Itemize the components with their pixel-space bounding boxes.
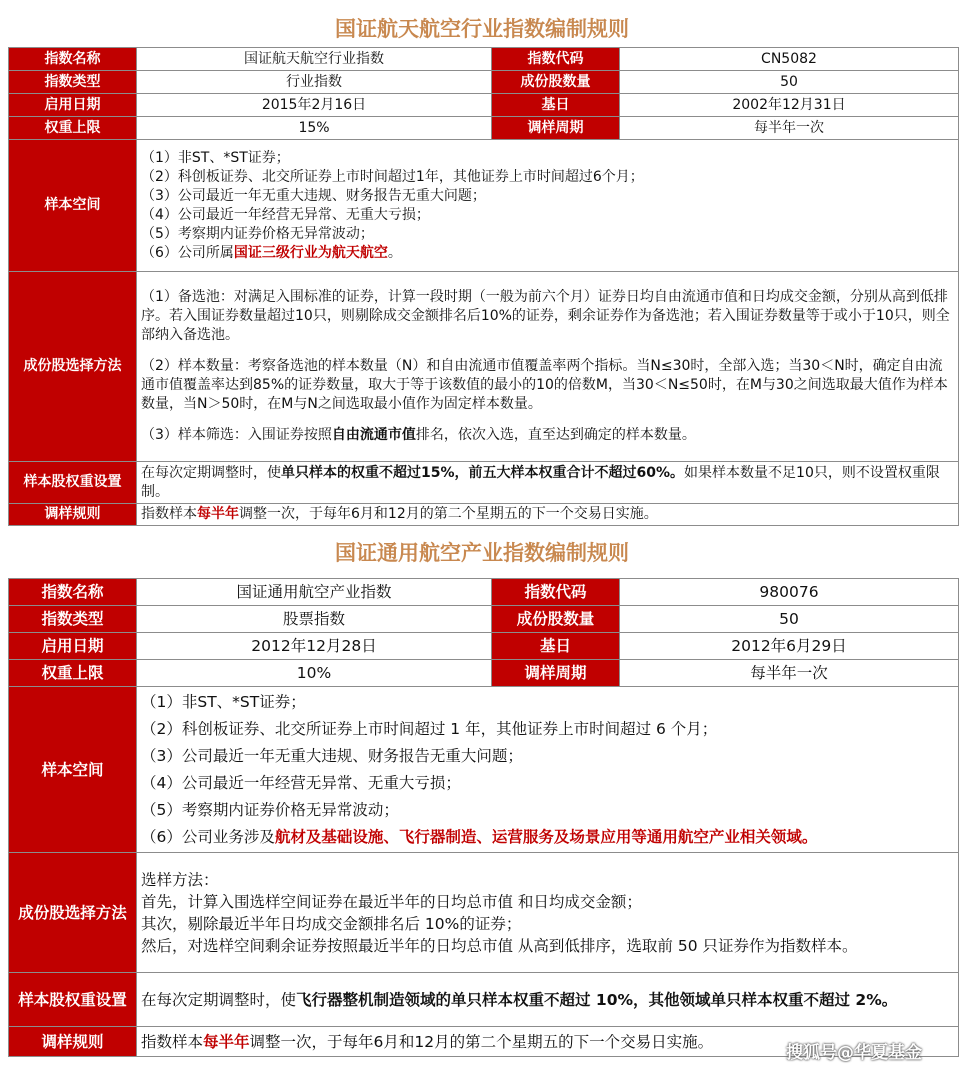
selection-line: 首先，计算入围选样空间证券在最近半年的日均总市值 和日均成交金额；	[141, 892, 642, 911]
value-cell: 2012年12月28日	[137, 633, 492, 660]
rebalance-content: 指数样本每半年调整一次，于每年6月和12月的第二个星期五的下一个交易日实施。	[137, 1027, 959, 1057]
value-cell: 10%	[137, 660, 492, 687]
criteria-line: （6）公司业务涉及航材及基础设施、飞行器制造、运营服务及场景应用等通用航空产业相关领域。	[141, 827, 818, 846]
selection-line: 然后，对选样空间剩余证券按照最近半年的日均总市值 从高到低排序，选取前 50 只证券作为指数样本。	[141, 936, 858, 955]
index1-title: 国证航天航空行业指数编制规则	[335, 17, 629, 41]
sample-space-row	[9, 140, 959, 272]
rebalance-row	[9, 504, 959, 526]
rebalance-label: 调样规则	[9, 504, 137, 526]
header-cell: 启用日期	[9, 94, 137, 117]
bold-text: 自由流通市值	[331, 427, 416, 443]
header-cell: 指数类型	[9, 71, 137, 94]
table-row	[9, 606, 959, 633]
selection-line: 其次，剔除最近半年日均成交金额排名后 10%的证券；	[141, 914, 522, 933]
header-cell: 指数名称	[9, 48, 137, 71]
selection-paragraph: （3）样本筛选：入围证券按照自由流通市值排名，依次入选，直至达到确定的样本数量。	[141, 427, 696, 443]
weight-row	[9, 462, 959, 504]
highlight-text: 国证三级行业为航天航空	[233, 244, 388, 261]
header-cell: 权重上限	[9, 660, 137, 687]
criteria-line: （2）科创板证券、北交所证券上市时间超过 1 年，其他证券上市时间超过 6 个月；	[141, 719, 718, 738]
table-row	[9, 94, 959, 117]
criteria-line: （3）公司最近一年无重大违规、财务报告无重大问题；	[141, 746, 523, 765]
header-cell: 指数类型	[9, 606, 137, 633]
value-cell: 50	[620, 606, 959, 633]
weight-content: 在每次定期调整时，使单只样本的权重不超过15%，前五大样本权重合计不超过60%。如果样本数量不足10只，则不设置权重限制。	[137, 462, 959, 504]
sample-space-content	[137, 687, 959, 853]
header-cell: 调样周期	[492, 660, 620, 687]
header-cell: 启用日期	[9, 633, 137, 660]
table-row	[9, 633, 959, 660]
criteria-line: （4）公司最近一年经营无异常、无重大亏损；	[141, 206, 430, 223]
weight-content: 在每次定期调整时，使飞行器整机制造领域的单只样本权重不超过 10%，其他领域单只样本权重不超过 2%。	[137, 973, 959, 1027]
bold-text: 飞行器整机制造领域的单只样本权重不超过 10%，其他领域单只样本权重不超过 2%。	[296, 990, 898, 1009]
header-cell: 权重上限	[9, 117, 137, 140]
value-cell: 国证航天航空行业指数	[137, 48, 492, 71]
sample-space-content	[137, 140, 959, 272]
header-cell: 基日	[492, 633, 620, 660]
sample-space-row	[9, 687, 959, 853]
header-cell: 基日	[492, 94, 620, 117]
criteria-line: （5）考察期内证券价格无异常波动；	[141, 800, 399, 819]
bold-text: 单只样本的权重不超过15%，前五大样本权重合计不超过60%。	[281, 464, 685, 481]
value-cell: 980076	[620, 579, 959, 606]
table-row	[9, 117, 959, 140]
header-cell: 指数代码	[492, 48, 620, 71]
rebalance-content: 指数样本每半年调整一次，于每年6月和12月的第二个星期五的下一个交易日实施。	[137, 504, 959, 526]
criteria-line: （1）非ST、*ST证券；	[141, 149, 290, 166]
value-cell: 股票指数	[137, 606, 492, 633]
criteria-line: （6）公司所属国证三级行业为航天航空。	[141, 244, 402, 261]
criteria-line: （3）公司最近一年无重大违规、财务报告无重大问题；	[141, 187, 486, 204]
value-cell: 15%	[137, 117, 492, 140]
weight-label: 样本股权重设置	[9, 462, 137, 504]
selection-content	[137, 853, 959, 973]
value-cell: 50	[620, 71, 959, 94]
value-cell: 行业指数	[137, 71, 492, 94]
value-cell: 每半年一次	[620, 117, 959, 140]
header-cell: 成份股数量	[492, 71, 620, 94]
table-row	[9, 48, 959, 71]
highlight-text: 每半年	[203, 1032, 250, 1051]
header-cell: 指数代码	[492, 579, 620, 606]
watermark: 搜狐号@华夏基金	[786, 1043, 922, 1063]
selection-content	[137, 272, 959, 462]
selection-row	[9, 853, 959, 973]
criteria-line: （2）科创板证券、北交所证券上市时间超过1年，其他证券上市时间超过6个月；	[141, 168, 644, 185]
header-cell: 指数名称	[9, 579, 137, 606]
table-row	[9, 71, 959, 94]
table-row	[9, 579, 959, 606]
selection-line: 选样方法：	[141, 870, 219, 889]
header-cell: 成份股数量	[492, 606, 620, 633]
value-cell: CN5082	[620, 48, 959, 71]
value-cell: 国证通用航空产业指数	[137, 579, 492, 606]
criteria-line: （4）公司最近一年经营无异常、无重大亏损；	[141, 773, 461, 792]
sample-space-label: 样本空间	[9, 687, 137, 853]
criteria-line: （5）考察期内证券价格无异常波动；	[141, 225, 374, 242]
value-cell: 每半年一次	[620, 660, 959, 687]
highlight-text: 每半年	[197, 506, 239, 522]
selection-label: 成份股选择方法	[9, 272, 137, 462]
value-cell: 2012年6月29日	[620, 633, 959, 660]
table-row	[9, 660, 959, 687]
selection-row	[9, 272, 959, 462]
selection-label: 成份股选择方法	[9, 853, 137, 973]
selection-paragraph: （1）备选池：对满足入围标准的证券，计算一段时期（一般为前六个月）证券日均自由流通市值和日均成交金额，分别从高到低排序。若入围证券数量超过10只，则剔除成交金额排名后10%的证券，剩余证券作为备选池；若入围证券数量等于或小于10只，则全部纳入备选池。	[141, 289, 950, 343]
weight-row	[9, 973, 959, 1027]
criteria-line: （1）非ST、*ST证券；	[141, 692, 306, 711]
index2-rules-table	[8, 578, 959, 1057]
value-cell: 2002年12月31日	[620, 94, 959, 117]
value-cell: 2015年2月16日	[137, 94, 492, 117]
header-cell: 调样周期	[492, 117, 620, 140]
highlight-text: 航材及基础设施、飞行器制造、运营服务及场景应用等通用航空产业相关领域。	[274, 827, 818, 846]
weight-label: 样本股权重设置	[9, 973, 137, 1027]
index1-rules-table	[8, 47, 959, 526]
index2-title: 国证通用航空产业指数编制规则	[335, 541, 629, 565]
selection-paragraph: （2）样本数量：考察备选池的样本数量（N）和自由流通市值覆盖率两个指标。当N≤30时，全部入选；当30＜N时，确定自由流通市值覆盖率达到85%的证券数量，取大于等于该数值的最小的10的倍数M，当30＜N≤50时，在M与30之间选取最大值作为样本数量，当N＞50时，在M与N之间选取最小值作为固定样本数量。	[141, 358, 948, 412]
rebalance-label: 调样规则	[9, 1027, 137, 1057]
sample-space-label: 样本空间	[9, 140, 137, 272]
